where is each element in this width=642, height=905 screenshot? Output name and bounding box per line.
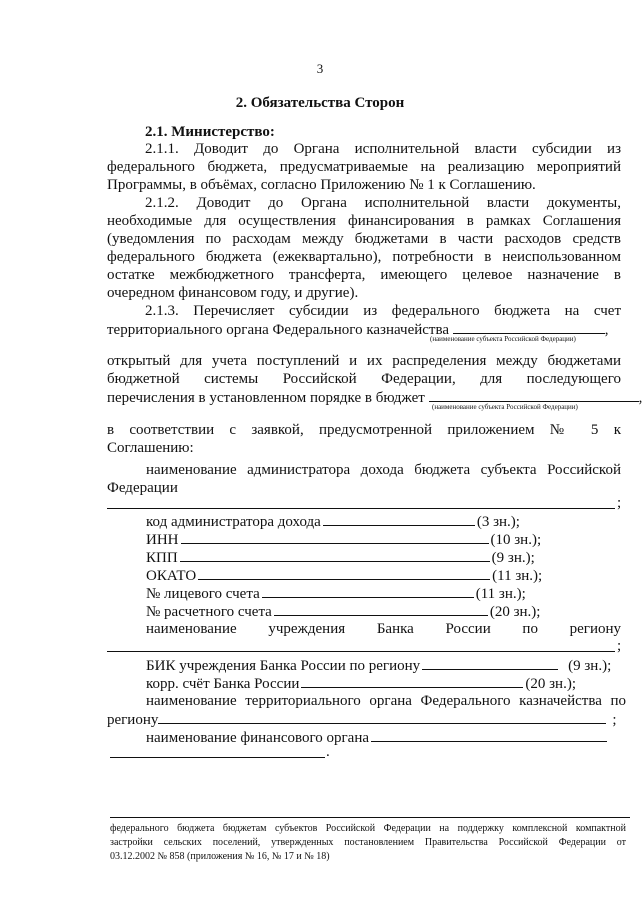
- bank-name-label: наименование учреждения Банка России по региону: [146, 621, 621, 637]
- semicolon: ;: [612, 712, 617, 728]
- fin-organ-input[interactable]: [371, 728, 607, 742]
- clause-line: федерального бюджета, предусматриваемые на реализацию мероприятий: [107, 159, 621, 175]
- field-label: КПП: [146, 550, 178, 566]
- treasury-label-cont: [107, 710, 617, 729]
- footnote-line: застройки сельских поселений, утвержденных постановлением Правительства Российской Федерации от: [110, 837, 626, 848]
- treasury-label: наименование территориального органа Федерального казначейства по: [146, 693, 626, 709]
- clause-text: перечисления в установленном порядке в бюджет: [107, 390, 425, 406]
- clause-line: очередном финансовом году, и другие).: [107, 285, 359, 301]
- korr-account-input[interactable]: [301, 674, 523, 688]
- field-suffix: (9 зн.);: [568, 658, 612, 674]
- field-kpp: [146, 548, 535, 567]
- field-suffix: (11 зн.);: [492, 568, 543, 584]
- clause-line: 2.1.1. Доводит до Органа исполнительной власти субсидии из: [145, 141, 621, 157]
- field-label: № лицевого счета: [146, 586, 260, 602]
- clause-line: (уведомления по расходам между бюджетами в части расходов средств: [107, 231, 621, 247]
- semicolon: ;: [617, 638, 622, 654]
- field-caption: (наименование субъекта Российской Федерации): [432, 403, 578, 411]
- field-inn: [146, 530, 541, 549]
- field-label: корр. счёт Банка России: [146, 676, 300, 692]
- clause-text: территориального органа Федерального казначейства: [107, 322, 450, 338]
- footnote-line: 03.12.2002 № 858 (приложения № 16, № 17 и № 18): [110, 851, 330, 862]
- clause-line: федерального бюджета (ежеквартально), потребности в неиспользованном: [107, 249, 621, 265]
- comma: ,: [604, 322, 609, 338]
- field-korr-account: [146, 674, 576, 693]
- field-label: региону: [107, 712, 159, 728]
- personal-account-input[interactable]: [262, 584, 474, 598]
- field-bik: [146, 656, 611, 675]
- field-label: наименование финансового органа: [146, 730, 370, 746]
- page-number: 3: [316, 61, 324, 76]
- comma: ,: [638, 390, 642, 406]
- treasury-input[interactable]: [158, 710, 606, 724]
- kpp-input[interactable]: [180, 548, 490, 562]
- admin-name-field[interactable]: [107, 508, 615, 509]
- admin-code-input[interactable]: [323, 512, 475, 526]
- field-label: код администратора дохода: [146, 514, 321, 530]
- semicolon: ;: [617, 495, 622, 511]
- clause-line: 2.1.3. Перечисляет субсидии из федерального бюджета на счет: [145, 303, 621, 319]
- clause-line: остатке межбюджетного трансферта, имеющего целевое назначение в: [107, 267, 621, 283]
- field-suffix: (20 зн.);: [489, 604, 541, 620]
- bank-name-field[interactable]: [107, 651, 615, 652]
- fin-organ-field-cont[interactable]: [110, 757, 325, 758]
- field-label: ОКАТО: [146, 568, 197, 584]
- field-suffix: (10 зн.);: [490, 532, 542, 548]
- okato-input[interactable]: [198, 566, 490, 580]
- subject-name-field[interactable]: [453, 320, 605, 334]
- clause-line: Соглашению:: [107, 440, 194, 456]
- field-label: БИК учреждения Банка России по региону: [146, 658, 421, 674]
- admin-name-label: Федерации: [107, 480, 178, 496]
- field-personal-account: [146, 584, 526, 603]
- footnote-divider: [110, 817, 630, 818]
- section-title: 2. Обязательства Сторон: [235, 95, 405, 111]
- inn-input[interactable]: [181, 530, 489, 544]
- field-caption: (наименование субъекта Российской Федерации): [430, 335, 576, 343]
- clause-line: в соответствии с заявкой, предусмотренной приложением № 5 к: [107, 422, 621, 438]
- subsection-title: 2.1. Министерство:: [145, 124, 275, 140]
- period: .: [326, 744, 330, 760]
- admin-name-label: наименование администратора дохода бюджета субъекта Российской: [146, 462, 621, 478]
- field-admin-code: [146, 512, 520, 531]
- field-suffix: (20 зн.);: [525, 676, 576, 692]
- field-settlement-account: [146, 602, 540, 621]
- clause-line: необходимые для осуществления финансирования в рамках Соглашения: [107, 213, 621, 229]
- field-label: № расчетного счета: [146, 604, 272, 620]
- field-okato: [146, 566, 542, 585]
- field-suffix: (9 зн.);: [491, 550, 535, 566]
- settlement-account-input[interactable]: [274, 602, 488, 616]
- field-suffix: (3 зн.);: [476, 514, 520, 530]
- bik-input[interactable]: [422, 656, 558, 670]
- footnote-line: федерального бюджета бюджетам субъектов Российской Федерации на поддержку комплексной компактной: [110, 823, 626, 834]
- field-label: ИНН: [146, 532, 179, 548]
- field-suffix: (11 зн.);: [475, 586, 526, 602]
- budget-subject-field[interactable]: [429, 388, 639, 402]
- clause-line: Программы, в объёмах, согласно Приложению № 1 к Соглашению.: [107, 177, 536, 193]
- clause-line: 2.1.2. Доводит до Органа исполнительной власти документы,: [145, 195, 621, 211]
- clause-line: бюджетной системы Российской Федерации, для последующего: [107, 371, 621, 387]
- fin-organ-label-row: [146, 728, 609, 747]
- clause-line: открытый для учета поступлений и их распределения между бюджетами: [107, 353, 621, 369]
